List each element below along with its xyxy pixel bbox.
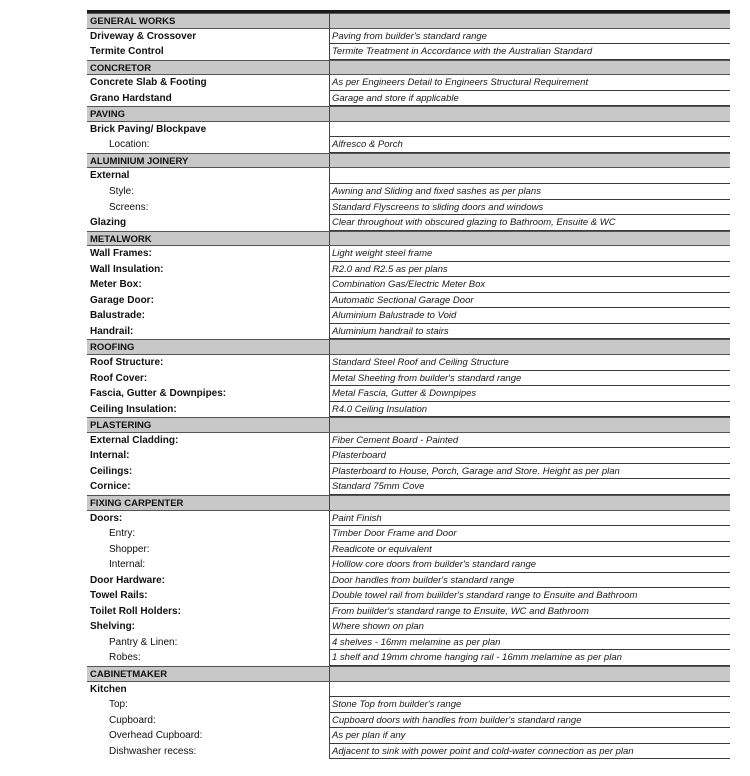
- spec-label: Garage Door:: [87, 293, 330, 309]
- spec-value: Awning and Sliding and fixed sashes as per plans: [330, 184, 730, 200]
- spec-row: [87, 464, 730, 480]
- section-title: METALWORK: [87, 232, 330, 246]
- spec-label: Ceiling Insulation:: [87, 402, 330, 418]
- spec-row: [87, 713, 730, 729]
- spec-value: Where shown on plan: [330, 619, 730, 635]
- spec-row: [87, 386, 730, 402]
- spec-label: Robes:: [87, 650, 330, 666]
- section-header-fixing-carpenter: [87, 495, 730, 511]
- spec-value: Standard Flyscreens to sliding doors and windows: [330, 200, 730, 216]
- spec-row: [87, 246, 730, 262]
- spec-value: 4 shelves - 16mm melamine as per plan: [330, 635, 730, 651]
- spec-row: [87, 479, 730, 495]
- section-header-paving: [87, 106, 730, 122]
- spec-label: Driveway & Crossover: [87, 29, 330, 45]
- spec-row: [87, 604, 730, 620]
- spec-value: [330, 168, 730, 184]
- spec-value: Automatic Sectional Garage Door: [330, 293, 730, 309]
- spec-label: Entry:: [87, 526, 330, 542]
- spec-row: [87, 262, 730, 278]
- section-title: ALUMINIUM JOINERY: [87, 154, 330, 168]
- spec-value: Stone Top from builder's range: [330, 697, 730, 713]
- spec-value: R2.0 and R2.5 as per plans: [330, 262, 730, 278]
- section-title: FIXING CARPENTER: [87, 496, 330, 510]
- spec-label: Ceilings:: [87, 464, 330, 480]
- section-spacer: [330, 232, 730, 246]
- section-title: CABINETMAKER: [87, 667, 330, 681]
- spec-value: Readicote or equivalent: [330, 542, 730, 558]
- spec-row: [87, 557, 730, 573]
- spec-row: [87, 635, 730, 651]
- spec-value: Aluminium handrail to stairs: [330, 324, 730, 340]
- spec-row: [87, 122, 730, 138]
- spec-label: Style:: [87, 184, 330, 200]
- spec-row: [87, 448, 730, 464]
- spec-row: [87, 91, 730, 107]
- spec-row: [87, 355, 730, 371]
- spec-row: [87, 542, 730, 558]
- spec-label: Location:: [87, 137, 330, 153]
- section-spacer: [330, 14, 730, 28]
- section-spacer: [330, 107, 730, 121]
- section-spacer: [330, 154, 730, 168]
- spec-label: Wall Frames:: [87, 246, 330, 262]
- spec-value: Fiber Cement Board - Painted: [330, 433, 730, 449]
- spec-value: Standard 75mm Cove: [330, 479, 730, 495]
- spec-label: Pantry & Linen:: [87, 635, 330, 651]
- spec-value: Combination Gas/Electric Meter Box: [330, 277, 730, 293]
- spec-row: [87, 308, 730, 324]
- spec-row: [87, 293, 730, 309]
- spec-value: Plasterboard to House, Porch, Garage and Store. Height as per plan: [330, 464, 730, 480]
- spec-value: 1 shelf and 19mm chrome hanging rail - 16mm melamine as per plan: [330, 650, 730, 666]
- spec-label: Brick Paving/ Blockpave: [87, 122, 330, 138]
- spec-label: Overhead Cupboard:: [87, 728, 330, 744]
- spec-row: [87, 44, 730, 60]
- section-title: PLASTERING: [87, 418, 330, 432]
- spec-label: Wall Insulation:: [87, 262, 330, 278]
- spec-label: External: [87, 168, 330, 184]
- spec-value: Holllow core doors from builder's standard range: [330, 557, 730, 573]
- spec-value: Garage and store if applicable: [330, 91, 730, 107]
- spec-row: [87, 511, 730, 527]
- spec-label: Roof Structure:: [87, 355, 330, 371]
- section-title: PAVING: [87, 107, 330, 121]
- section-spacer: [330, 340, 730, 354]
- spec-row: [87, 526, 730, 542]
- spec-row: [87, 402, 730, 418]
- spec-value: As per plan if any: [330, 728, 730, 744]
- spec-row: [87, 168, 730, 184]
- spec-row: [87, 619, 730, 635]
- spec-row: [87, 682, 730, 698]
- spec-value: Metal Sheeting from builder's standard range: [330, 371, 730, 387]
- spec-value: Paint Finish: [330, 511, 730, 527]
- spec-value: Metal Fascia, Gutter & Downpipes: [330, 386, 730, 402]
- spec-label: Dishwasher recess:: [87, 744, 330, 760]
- spec-label: Grano Hardstand: [87, 91, 330, 107]
- spec-value: Termite Treatment in Accordance with the Australian Standard: [330, 44, 730, 60]
- section-header-metalwork: [87, 231, 730, 247]
- spec-row: [87, 588, 730, 604]
- spec-row: [87, 728, 730, 744]
- spec-value: Standard Steel Roof and Ceiling Structure: [330, 355, 730, 371]
- spec-value: Alfresco & Porch: [330, 137, 730, 153]
- section-header-plastering: [87, 417, 730, 433]
- spec-value: As per Engineers Detail to Engineers Structural Requirement: [330, 75, 730, 91]
- spec-row: [87, 137, 730, 153]
- spec-row: [87, 697, 730, 713]
- section-title: ROOFING: [87, 340, 330, 354]
- spec-label: Screens:: [87, 200, 330, 216]
- spec-row: [87, 433, 730, 449]
- spec-value: Double towel rail from buiilder's standard range to Ensuite and Bathroom: [330, 588, 730, 604]
- spec-label: Door Hardware:: [87, 573, 330, 589]
- spec-row: [87, 371, 730, 387]
- spec-value: Light weight steel frame: [330, 246, 730, 262]
- spec-value: Cupboard doors with handles from builder's standard range: [330, 713, 730, 729]
- spec-label: Shelving:: [87, 619, 330, 635]
- spec-label: Top:: [87, 697, 330, 713]
- spec-value: Plasterboard: [330, 448, 730, 464]
- spec-label: Glazing: [87, 215, 330, 231]
- section-spacer: [330, 667, 730, 681]
- section-header-general-works: [87, 13, 730, 29]
- spec-value: [330, 682, 730, 698]
- spec-label: Internal:: [87, 557, 330, 573]
- spec-value: Clear throughout with obscured glazing to Bathroom, Ensuite & WC: [330, 215, 730, 231]
- spec-row: [87, 650, 730, 666]
- section-spacer: [330, 61, 730, 75]
- specification-table: [87, 10, 730, 759]
- section-spacer: [330, 418, 730, 432]
- spec-label: Cornice:: [87, 479, 330, 495]
- spec-row: [87, 184, 730, 200]
- spec-label: Shopper:: [87, 542, 330, 558]
- spec-label: Balustrade:: [87, 308, 330, 324]
- spec-row: [87, 29, 730, 45]
- spec-row: [87, 200, 730, 216]
- spec-label: Kitchen: [87, 682, 330, 698]
- spec-row: [87, 324, 730, 340]
- section-header-aluminium-joinery: [87, 153, 730, 169]
- section-header-concretor: [87, 60, 730, 76]
- spec-value: Aluminium Balustrade to Void: [330, 308, 730, 324]
- spec-row: [87, 277, 730, 293]
- section-header-cabinetmaker: [87, 666, 730, 682]
- spec-value: R4.0 Ceiling Insulation: [330, 402, 730, 418]
- spec-label: External Cladding:: [87, 433, 330, 449]
- spec-value: Timber Door Frame and Door: [330, 526, 730, 542]
- section-title: GENERAL WORKS: [87, 14, 330, 28]
- section-header-roofing: [87, 339, 730, 355]
- spec-label: Handrail:: [87, 324, 330, 340]
- section-title: CONCRETOR: [87, 61, 330, 75]
- spec-label: Cupboard:: [87, 713, 330, 729]
- spec-label: Concrete Slab & Footing: [87, 75, 330, 91]
- spec-value: Adjacent to sink with power point and cold-water connection as per plan: [330, 744, 730, 760]
- spec-value: Door handles from builder's standard range: [330, 573, 730, 589]
- spec-value: From buiilder's standard range to Ensuite, WC and Bathroom: [330, 604, 730, 620]
- section-spacer: [330, 496, 730, 510]
- spec-row: [87, 573, 730, 589]
- spec-label: Roof Cover:: [87, 371, 330, 387]
- spec-row: [87, 744, 730, 760]
- spec-value: [330, 122, 730, 138]
- spec-label: Internal:: [87, 448, 330, 464]
- spec-row: [87, 75, 730, 91]
- spec-label: Doors:: [87, 511, 330, 527]
- spec-label: Meter Box:: [87, 277, 330, 293]
- spec-label: Towel Rails:: [87, 588, 330, 604]
- spec-value: Paving from builder's standard range: [330, 29, 730, 45]
- spec-label: Toilet Roll Holders:: [87, 604, 330, 620]
- spec-label: Termite Control: [87, 44, 330, 60]
- spec-label: Fascia, Gutter & Downpipes:: [87, 386, 330, 402]
- spec-row: [87, 215, 730, 231]
